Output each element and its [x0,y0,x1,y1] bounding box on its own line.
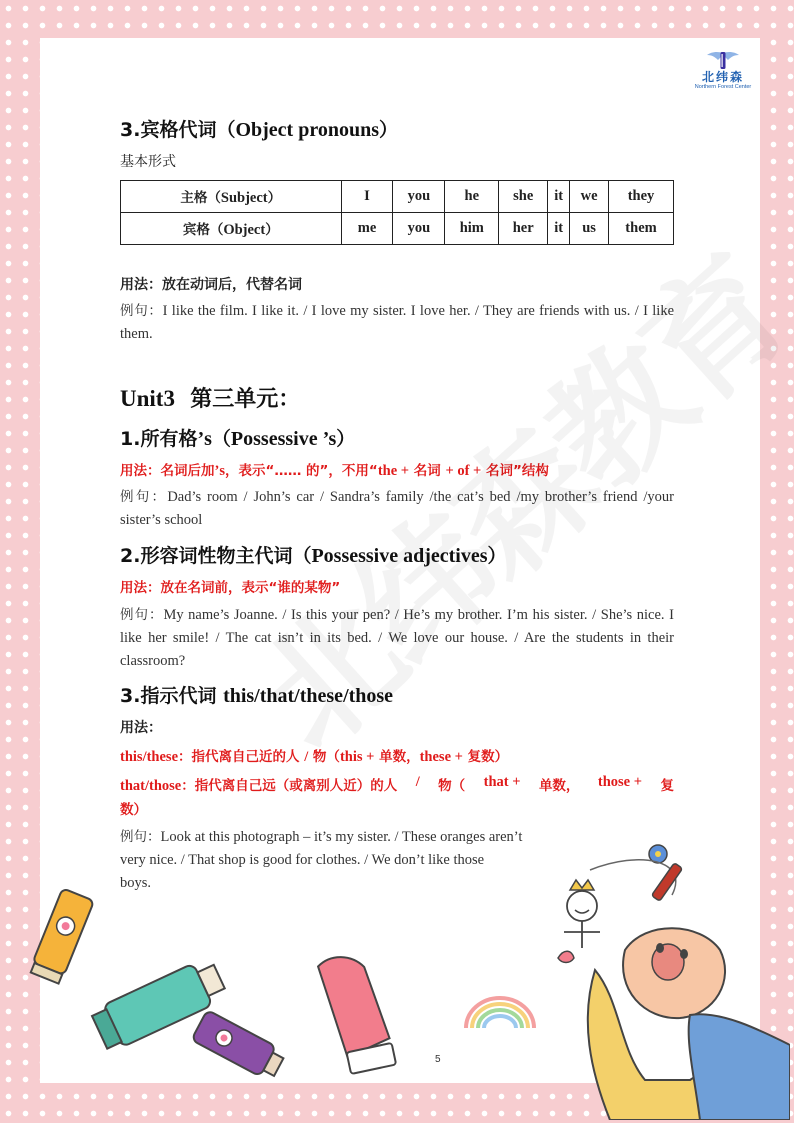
basic-form-label: 基本形式 [120,154,176,170]
purple-paint-tube-icon [180,1005,290,1085]
example-line: boys. [120,875,152,891]
table-cell: us [570,213,609,245]
rainbow-icon [460,990,540,1030]
example-line: very nice. / That shop is good for clothes. / We don’t like those [120,852,485,868]
brand-logo [686,50,760,98]
that-those-rule: that/those：指代离自己远（或离别人近）的人 / 物（ that + 单数， those + 复 [120,774,674,794]
object-pronouns-heading: 3.宾格代词（Object pronouns） [120,119,399,141]
table-cell: her [499,213,548,245]
table-cell: me [341,213,393,245]
table-cell: it [548,181,570,213]
table-cell: she [499,181,548,213]
table-cell: you [393,181,445,213]
table-cell: them [609,213,674,245]
pink-paint-tube-icon [300,950,410,1090]
pronoun-table [120,180,674,245]
table-cell: him [445,213,499,245]
table-row-object [121,213,674,245]
table-cell: I [341,181,393,213]
demonstrative-heading: 3.指示代词 this/that/these/those [120,685,394,707]
object-usage: 用法：放在动词后，代替名词 [120,277,302,293]
wings-icon [706,50,740,70]
possessive-adjectives-usage: 用法：放在名词前，表示“谁的某物” [120,580,341,596]
possessive-adjectives-heading: 2.形容词性物主代词（Possessive adjectives） [120,545,507,567]
page-number: 5 [435,1054,441,1065]
possessive-s-heading: 1.所有格’s（Possessive ’s） [120,428,356,450]
possessive-adjectives-example: 例句：My name’s Joanne. / Is this your pen? / He’s my brother. I’m his sister. / She’s nice. I like her smile! / The cat isn’t in its bed. / We love our house. / Are the students in their classroom? [120,607,674,669]
object-row-header: 宾格（Object） [121,213,342,245]
table-cell: you [393,213,445,245]
object-example: 例句：I like the film. I like it. / I love my sister. I love her. / They are friends with us. / I like them. [120,303,675,342]
subject-row-header: 主格（Subject） [121,181,342,213]
table-cell: they [609,181,674,213]
table-cell: he [445,181,499,213]
table-cell: it [548,213,570,245]
that-those-rule-continued: 数） [120,802,147,818]
unit-heading: Unit3 第三单元： [120,386,301,412]
demonstrative-usage-label: 用法： [120,720,162,736]
logo-name-cn: 北纬森 [701,70,744,84]
drawing-child-illustration [550,840,790,1120]
possessive-s-example: 例句：Dad’s room / John’s car / Sandra’s family /the cat’s bed /my brother’s friend /your sister’s school [120,489,674,528]
logo-name-en: Northern Forest Center [694,84,752,90]
demonstrative-example [120,826,522,895]
this-these-rule: this/these：指代离自己近的人 / 物（this + 单数，these + 复数） [120,749,509,765]
table-cell: we [570,181,609,213]
example-line: 例句：Look at this photograph – it’s my sister. / These oranges aren’t [120,829,523,845]
table-row-subject [121,181,674,213]
possessive-s-usage: 用法：名词后加’s，表示“…… 的”，不用“the + 名词 + of + 名词”结构 [120,463,549,479]
